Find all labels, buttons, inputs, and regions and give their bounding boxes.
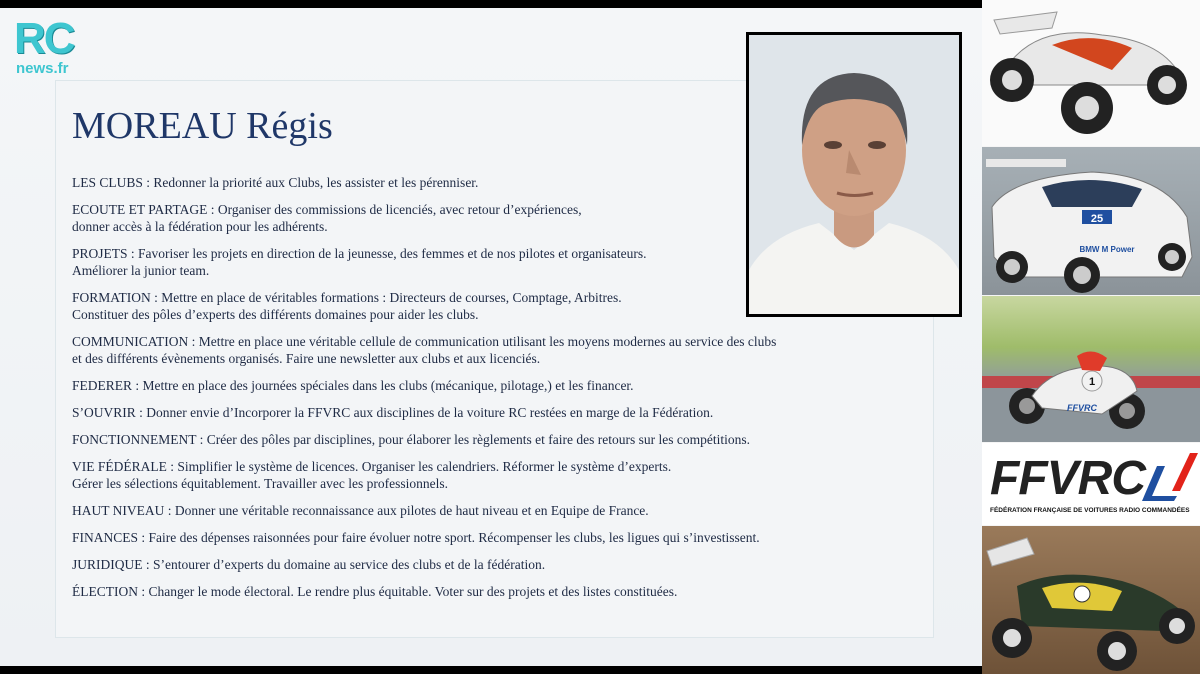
ffvrc-logo [982,443,1200,525]
logo-site-text: news.fr [16,60,69,77]
touring-car-photo [982,147,1200,295]
list-item: FONCTIONNEMENT : Créer des pôles par disciplines, pour élaborer les règlements et faire des retours sur les compétitions. [72,432,750,447]
rcnews-logo [14,14,86,77]
page-title: MOREAU Régis [72,105,333,147]
car-sponsor: BMW M Power [1079,245,1135,254]
rc-offroad-buggy-illustration [982,526,1200,674]
slide [0,8,982,666]
list-item: COMMUNICATION : Mettre en place une véritable cellule de communication utilisant les moyens modernes au service des clubs et des différents évènements organisés. Faire une newsletter aux clubs et aux licenciés. [72,334,777,366]
rc-bike-illustration [982,296,1200,442]
list-item: PROJETS : Favoriser les projets en direction de la jeunesse, des femmes et de nos pilotes et organisateurs. Améliorer la junior team. [72,246,647,278]
image-sidebar [982,0,1200,674]
list-item: JURIDIQUE : S’entourer d’experts du domaine au service des clubs et de la fédération. [72,557,546,572]
list-item: FEDERER : Mettre en place des journées spéciales dans les clubs (mécanique, pilotage,) et les financer. [72,378,634,393]
rc-buggy-illustration [982,0,1200,146]
bike-brand: FFVRC [1067,403,1097,413]
rc-touring-car-illustration [982,147,1200,295]
ffvrc-flag-mark [1132,451,1200,511]
ffvrc-acronym: FFVRC [990,452,1145,505]
rc-bike-photo [982,296,1200,442]
offroad-buggy-photo [982,526,1200,674]
list-item: ECOUTE ET PARTAGE : Organiser des commissions de licenciés, avec retour d’expériences, donner accès à la fédération pour les adhérents. [72,202,582,234]
list-item: FORMATION : Mettre en place de véritables formations : Directeurs de courses, Comptage, Arbitres. Constituer des pôles d’experts des différents domaines pour aider les clubs. [72,290,622,322]
ffvrc-full-name: FÉDÉRATION FRANÇAISE DE VOITURES RADIO COMMANDÉES [990,507,1190,514]
car-number: 25 [1090,213,1104,225]
list-item: LES CLUBS : Redonner la priorité aux Clubs, les assister et les pérenniser. [72,175,479,190]
list-item: S’OUVRIR : Donner envie d’Incorporer la FFVRC aux disciplines de la voiture RC restées en marge de la Fédération. [72,405,714,420]
portrait-illustration [749,35,959,314]
list-item: ÉLECTION : Changer le mode électoral. Le rendre plus équitable. Voter sur des projets et des listes constituées. [72,584,678,599]
buggy-photo [982,0,1200,146]
logo-rc-text: RC [14,14,74,63]
portrait-photo [746,32,962,317]
list-item: HAUT NIVEAU : Donner une véritable reconnaissance aux pilotes de haut niveau et en Equipe de France. [72,503,649,518]
bike-number: 1 [1088,376,1096,388]
list-item: VIE FÉDÉRALE : Simplifier le système de licences. Organiser les calendriers. Réformer le système d’experts. Gérer les sélections équitablement. Travailler avec les professionnels. [72,459,672,491]
list-item: FINANCES : Faire des dépenses raisonnées pour faire évoluer notre sport. Récompenser les clubs, les ligues qui s’investissent. [72,530,760,545]
